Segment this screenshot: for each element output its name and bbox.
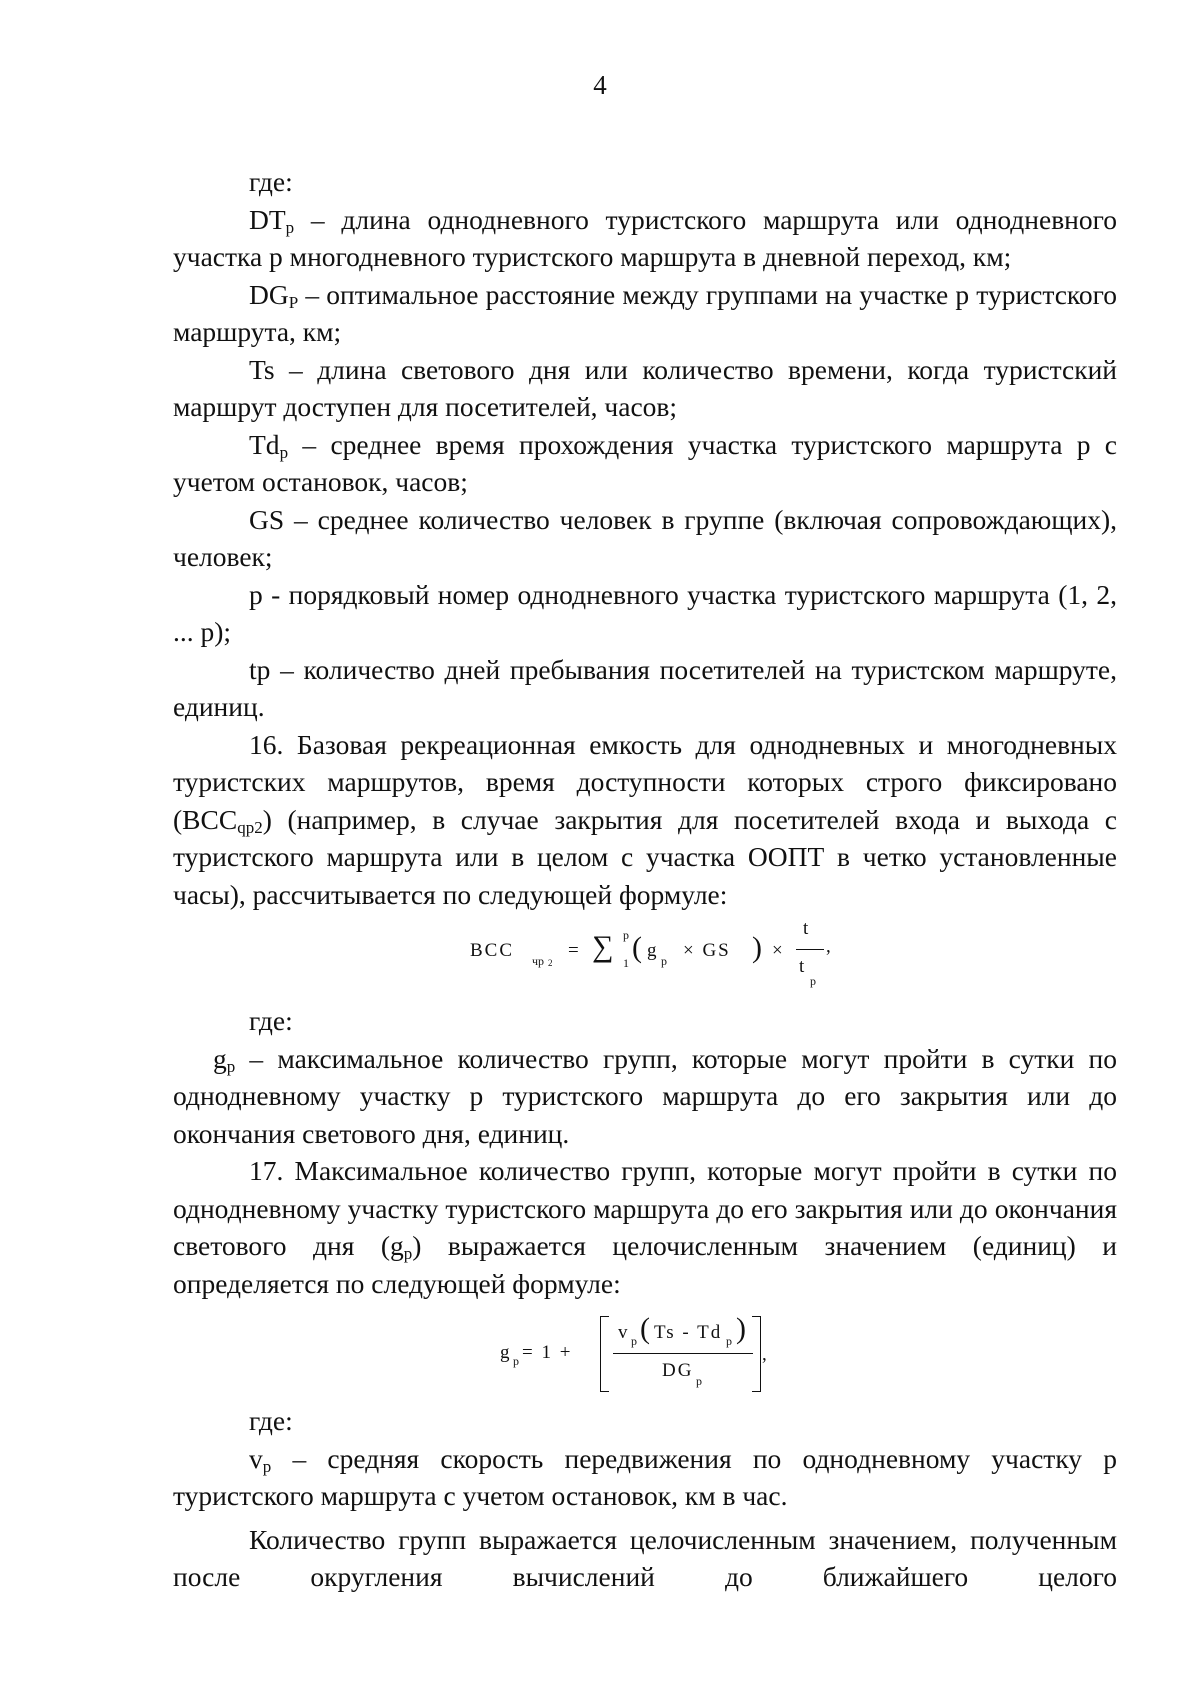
def-td [173,426,1117,501]
f1-comma: , [826,936,833,957]
def-vp [173,1440,1117,1515]
dg-subscript: P [288,292,299,312]
f2-td-sub: p [726,1334,732,1348]
page-number: 4 [593,70,607,100]
vp-text: – средняя скорость передвижения по однодневному участку p туристского маршрута с учетом остановок, км в час. [173,1442,1117,1511]
def-gs: GS – среднее количество человек в группе (включая сопровождающих), человек; [173,503,1117,572]
item-17-text-b: ) выражается целочисленным значением (единиц) и определяется по следующей формуле: [173,1230,1117,1299]
last-paragraph: Количество групп выражается целочисленным значением, полученным после округления вычислений до ближайшего целого [173,1523,1117,1592]
f2-v: v [618,1322,630,1343]
item-16-text-b: ) (например, в случае закрытия для посетителей входа и выхода с туристского маршрута или в целом с участка ООПТ в четко установленные часы), рассчитывается по следующей формуле: [173,803,1117,910]
def-dt [173,201,1117,276]
f1-denominator-sub: p [810,974,816,988]
item-16-text-a: 16. Базовая рекреационная емкость для однодневных и многодневных туристских маршрутов, время доступности которых строго фиксировано (BCC [173,728,1117,835]
dg-text: – оптимальное расстояние между группами на участке p туристского маршрута, км; [173,278,1117,347]
definitions-block-1 [173,163,1117,913]
f1-numerator: t [803,918,811,939]
vp-symbol: v [249,1442,263,1474]
f2-dg-sub: p [696,1374,702,1388]
def-tp: tp – количество дней пребывания посетителей на туристском маршруте, единиц. [173,653,1117,722]
f1-bcc: BCC [470,940,515,961]
f1-sigma-low: 1 [623,956,629,970]
f2-eq-one: = 1 + [522,1342,573,1363]
f2-rparen: ) [736,1312,748,1345]
f2-right-bracket [752,1316,761,1392]
where-label-2: где: [249,1005,293,1036]
vp-subscript: p [262,1456,272,1476]
item-17-text-a: 17. Максимальное количество групп, которые могут пройти в сутки по однодневному участку туристского маршрута до его закрытия или до окончания светового дня ( [173,1155,1117,1261]
td-text: – среднее время прохождения участка туристского маршрута p с учетом остановок, часов; [173,428,1117,497]
f2-left-bracket [600,1316,609,1392]
td-symbol: Td [249,428,280,460]
f2-fraction-bar [613,1353,753,1354]
f2-g: g [500,1342,512,1363]
dt-text: – длина однодневного туристского маршрута или однодневного участка p многодневного туристского маршрута в дневной переход, км; [173,203,1117,272]
item-17-paragraph [173,1152,1117,1302]
f2-comma: , [762,1344,769,1365]
f1-times-gs: × GS [683,940,731,961]
definitions-block-2 [173,1002,1117,1302]
f1-denominator: t [799,956,807,977]
f1-bcc-sub: чp [532,954,545,968]
f2-ts-td: Ts - Td [654,1322,723,1343]
f2-lparen: ( [640,1312,652,1345]
f1-equals: = [568,940,581,961]
td-subscript: p [279,442,289,462]
item-17-g: g [390,1230,404,1261]
item-16-paragraph [173,726,1117,914]
dt-subscript: p [285,217,295,237]
f1-fraction-bar [796,949,824,950]
f2-dg: DG [662,1360,694,1381]
f1-g: g [647,940,659,961]
f1-bcc-sub2: 2 [548,958,553,968]
item-17-g-sub: p [403,1244,413,1263]
gp-subscript: p [226,1056,236,1076]
def-gp [173,1040,1117,1153]
gp-symbol: g [213,1042,227,1074]
f1-rparen: ) [752,931,764,964]
formula-gp [500,1310,820,1400]
where-label-3: где: [249,1405,293,1436]
def-p: p - порядковый номер однодневного участка туристского маршрута (1, 2, ... p); [173,578,1117,647]
def-ts: Ts – длина светового дня или количество времени, когда туристский маршрут доступен для посетителей, часов; [173,353,1117,422]
where-label: где: [249,166,293,197]
item-16-subscript: qp2 [237,817,263,837]
formula-bcc [470,918,833,998]
gp-text: – максимальное количество групп, которые могут пройти в сутки по однодневному участку p туристского маршрута до его закрытия или до окончания светового дня, единиц. [173,1042,1117,1149]
f2-g-sub: p [513,1354,519,1368]
def-dg [173,276,1117,351]
f1-sigma-sup: p [623,928,629,942]
f1-times: × [772,940,785,961]
f1-lparen: ( [632,931,644,964]
dt-symbol: DT [249,203,286,235]
definitions-block-3 [173,1402,1117,1596]
dg-symbol: DG [249,278,289,310]
f1-sigma: ∑ [592,930,616,963]
f1-g-sub: p [661,954,667,968]
f2-v-sub: p [631,1334,637,1348]
